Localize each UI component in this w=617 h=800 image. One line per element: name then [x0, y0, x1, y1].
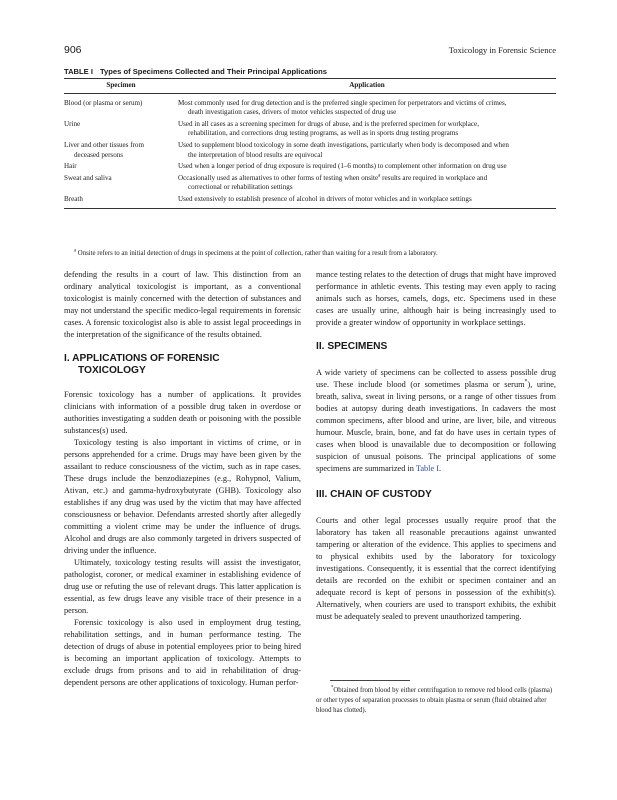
table-caption-label: TABLE I — [64, 67, 93, 76]
table-cell-specimen — [64, 93, 178, 118]
left-column — [64, 269, 301, 689]
table-header-application: Application — [178, 79, 556, 94]
table-cell-application — [178, 139, 556, 160]
table-cell-application — [178, 118, 556, 139]
section-heading-chain-of-custody: III. CHAIN OF CUSTODY — [316, 489, 432, 500]
page-footnote-mark: * — [331, 685, 334, 691]
table-cell-application — [178, 160, 556, 172]
table-cell-application — [178, 93, 556, 118]
table-cell-specimen — [64, 193, 178, 208]
running-title: Toxicology in Forensic Science — [448, 45, 556, 55]
cell-line: Urine — [64, 119, 81, 128]
paragraph: mance testing relates to the detection of drugs that might have improved performance in athletic events. This testing may even apply to racing animals such as horses, camels, dogs, etc. Specimens used in these cases are usually urine, although hair is being increasingly used to provide a greater window of opportunity in workplace settings. — [316, 270, 556, 327]
cell-line: correctional or rehabilitation settings — [188, 183, 293, 192]
table-cell-specimen — [64, 160, 178, 172]
cell-line: Hair — [64, 162, 77, 171]
table-row — [64, 139, 556, 160]
table-row — [64, 172, 556, 193]
table-header-row — [64, 79, 556, 94]
table-row — [64, 93, 556, 118]
cell-text: Occasionally used as alternatives to other forms of testing when onsite — [178, 173, 379, 182]
table-row — [64, 118, 556, 139]
section-heading-specimens: II. SPECIMENS — [316, 341, 388, 352]
paragraph: Ultimately, toxicology testing results will assist the investigator, pathologist, coroner, or medical examiner in establishing evidence of drug use or refuting the use of relevant drugs. This latter application is essential, as few drugs leave any visible trace of their presence in a person. — [64, 558, 301, 615]
cell-line: rehabilitation, and corrections drug testing programs, as well as in sports drug testing programs — [188, 129, 459, 138]
page-header — [64, 44, 556, 58]
page-footnote-text: Obtained from blood by either centrifugation to remove red blood cells (plasma) or other types of separation processes to obtain plasma or serum (fluid obtained after blood has clotted). — [316, 687, 553, 714]
table-header-specimen: Specimen — [64, 79, 178, 94]
table-footnote — [74, 250, 438, 257]
table-cell-application — [178, 172, 556, 193]
paragraph: defending the results in a court of law. This distinction from an ordinary analytical toxicologist is important, as a conventional toxicologist is mainly concerned with the detection of substances and may not understand the specific medico-legal requirements in forensic cases. A forensic toxicologist also is able to assist legal proceedings in the interpretation of the significance of the results obtained. — [64, 270, 301, 339]
table-caption — [64, 67, 327, 76]
paragraph: Forensic toxicology is also used in employment drug testing, rehabilitation settings, and in human performance testing. The detection of drugs of abuse in potential employees prior to being hired is becoming an important application of toxicology. Attempts to exclude drugs from prisons and to aid in rehabilitation of drug-dependent persons are other applications of toxicology. Human perfor- — [64, 618, 301, 687]
page-number: 906 — [64, 44, 82, 56]
paragraph: Courts and other legal processes usually require proof that the laboratory has taken all reasonable precautions against unwanted tampering or alteration of the evidence. This applies to specimens and to physical exhibits used by the laboratory for toxicology investigations. Consequently, it is essential that the correct identifying details are recorded on the exhibit or specimen container and an adequate record is kept of persons in possession of the exhibit(s). Alternatively, when couriers are used to transport exhibits, the exhibit must be adequately sealed to prevent unauthorized tampering. — [316, 516, 556, 621]
specimen-table — [64, 78, 556, 209]
cell-line: death investigation cases, drivers of motor vehicles suspected of drug use — [188, 108, 397, 117]
right-column — [316, 269, 556, 623]
page-footnote — [316, 686, 556, 715]
paragraph: Forensic toxicology has a number of applications. It provides clinicians with information of a possible drug taken in overdose or authorities investigating a sudden death or poisoning with the possible substances(s) used. — [64, 390, 301, 435]
cell-line: Used to supplement blood toxicology in some death investigations, particularly when body is decomposed and when — [178, 140, 509, 149]
table-cell-specimen — [64, 139, 178, 160]
table-reference-link[interactable]: Table I — [415, 464, 439, 473]
footnote-mark: a — [378, 173, 381, 179]
cell-text: results are required in workplace and — [380, 173, 488, 182]
cell-line: Used extensively to establish presence of alcohol in drivers of motor vehicles and in workplace settings — [178, 194, 472, 203]
table-row — [64, 193, 556, 208]
cell-line: Blood (or plasma or serum) — [64, 98, 143, 107]
text-run: A wide variety of specimens can be collected to assess possible drug use. These include blood (or sometimes plasma or serum — [316, 368, 556, 389]
footnote-mark: * — [524, 379, 528, 386]
text-run: ), urine, breath, saliva, sweat in living persons, or a range of other tissues from bodies at autopsy during death investigations. In cadavers the most common specimens, after blood and urine, are liver, bile, and vitreous humour. Muscle, brain, bone, and fat do have uses in certain types of cases when blood is unavailable due to decomposition or following suspicion of unusual poisons. The principal applications of some specimens are summarized in — [316, 380, 556, 473]
table-caption-title: Types of Specimens Collected and Their Principal Applications — [99, 67, 327, 76]
cell-line: deceased persons — [74, 150, 124, 159]
cell-line: Sweat and saliva — [64, 173, 112, 182]
cell-line: Most commonly used for drug detection and is the preferred single specimen for perpetrators and victims of crimes, — [178, 98, 507, 107]
table-cell-specimen — [64, 118, 178, 139]
cell-line: Liver and other tissues from — [64, 140, 144, 149]
paragraph — [316, 367, 556, 475]
table-footnote-text: Onsite refers to an initial detection of drugs in specimens at the point of collection, rather than waiting for a result from a laboratory. — [76, 250, 438, 257]
cell-line: the interpretation of blood results are equivocal — [188, 150, 323, 159]
footnote-divider — [330, 680, 410, 681]
heading-line: I. APPLICATIONS OF FORENSIC — [64, 353, 220, 364]
cell-line: Used when a longer period of drug exposure is required (1–6 months) to complement other information on drug use — [178, 162, 507, 171]
table-cell-application — [178, 193, 556, 208]
cell-line: Used in all cases as a screening specimen for drugs of abuse, and is the preferred specimen for workplace, — [178, 119, 479, 128]
section-heading-applications — [64, 353, 301, 377]
paragraph: Toxicology testing is also important in victims of crime, or in persons apprehended for a crime. Drugs may have been given by the assailant to reduce consciousness of the victim, such as in rape cases. These drugs include the benzodiazepines (e.g., Rohypnol, Valium, Ativan, etc.) and gamma-hydroxybutyrate (GHB). Toxicology also establishes if any drug was used by the victim that may have affected consciousness or behavior. Defendants arrested shortly after allegedly committing a violent crime may be under the influence of drugs. Alcohol and drugs are also commonly targeted in drivers suspected of driving under the influence. — [64, 438, 301, 555]
table-cell-specimen — [64, 172, 178, 193]
table-row — [64, 160, 556, 172]
heading-line: TOXICOLOGY — [78, 365, 146, 376]
cell-line — [178, 174, 556, 184]
table-footnote-mark: a — [74, 248, 77, 254]
cell-line: Breath — [64, 194, 83, 203]
text-run: . — [439, 464, 442, 473]
